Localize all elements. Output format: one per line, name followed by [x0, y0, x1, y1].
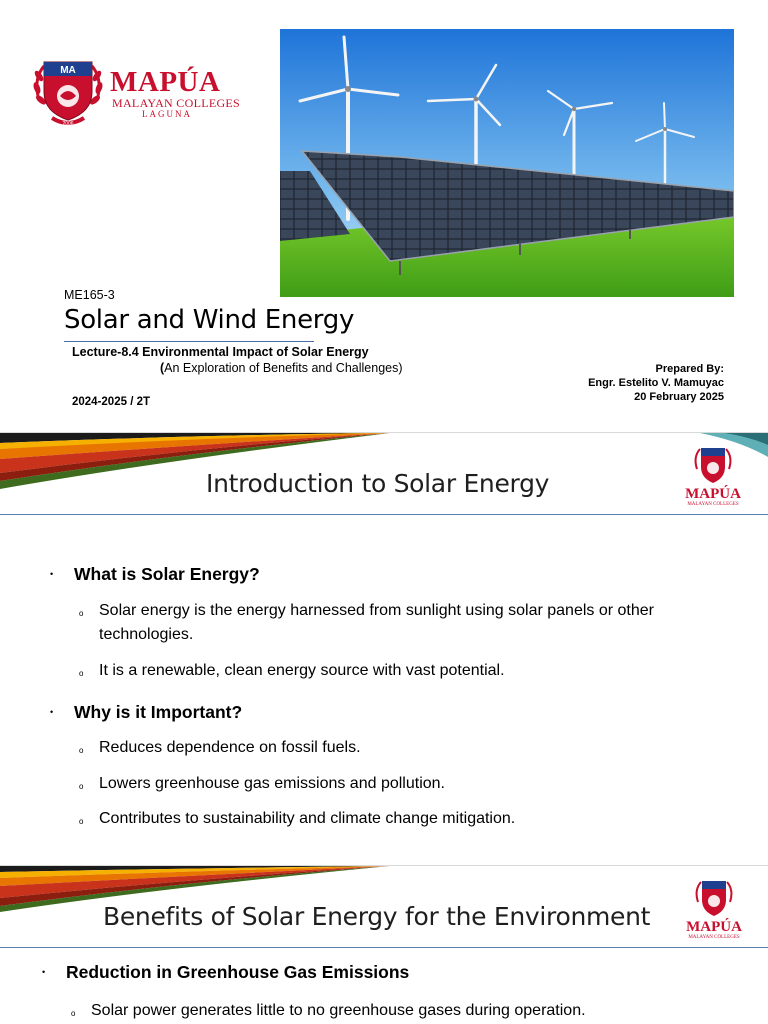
- sub-bullet: o Contributes to sustainability and climate change mitigation.: [99, 807, 515, 831]
- benefits-slide: [0, 866, 768, 1024]
- lecture-title: Lecture-8.4 Environmental Impact of Solar Energy: [72, 345, 369, 359]
- mapua-logo: [30, 58, 240, 128]
- crest-icon: [30, 58, 106, 128]
- crest-icon: [684, 880, 744, 920]
- author-name: Engr. Estelito V. Mamuyac: [588, 377, 724, 389]
- mapua-logo-small: [683, 447, 743, 513]
- sub-bullet: o Solar energy is the energy harnessed from sunlight using solar panels or other technologies.: [99, 599, 739, 647]
- logo-subtitle: MALAYAN COLLEGES: [688, 935, 740, 940]
- prepared-by-block: [588, 362, 724, 404]
- sub-bullet: o Lowers greenhouse gas emissions and pollution.: [99, 772, 445, 796]
- bullet-heading: • What is Solar Energy?: [74, 564, 260, 585]
- lecture-subtitle: (An Exploration of Benefits and Challenges): [160, 361, 403, 375]
- title-slide: [0, 0, 768, 432]
- logo-location: LAGUNA: [142, 109, 192, 119]
- crest-icon: [683, 447, 743, 487]
- title-underline: [64, 341, 314, 342]
- logo-brand: MAPÚA: [685, 486, 741, 502]
- intro-slide: [0, 433, 768, 865]
- svg-text:MA: MA: [60, 65, 76, 76]
- title-rule: [0, 514, 768, 515]
- logo-brand: MAPÚA: [686, 919, 742, 935]
- title-rule: [0, 947, 768, 948]
- bullet-heading: • Reduction in Greenhouse Gas Emissions: [66, 962, 409, 983]
- svg-text:2006: 2006: [62, 121, 74, 127]
- solar-wind-hero-image: [280, 29, 734, 297]
- presentation-title: Solar and Wind Energy: [64, 305, 355, 335]
- presentation-date: 20 February 2025: [634, 391, 724, 403]
- slide-title: Benefits of Solar Energy for the Environment: [103, 902, 651, 931]
- bullet-heading: • Why is it Important?: [74, 702, 242, 723]
- course-code: ME165-3: [64, 288, 115, 302]
- slide-title: Introduction to Solar Energy: [206, 469, 550, 498]
- logo-subtitle: MALAYAN COLLEGES: [687, 502, 739, 507]
- logo-subtitle: MALAYAN COLLEGES: [112, 96, 241, 110]
- sub-bullet: o Solar power generates little to no greenhouse gases during operation.: [91, 999, 586, 1023]
- academic-term: 2024-2025 / 2T: [72, 396, 151, 408]
- logo-brand: MAPÚA: [110, 66, 221, 98]
- sub-bullet: o It is a renewable, clean energy source with vast potential.: [99, 659, 739, 683]
- sub-bullet: o Reduces dependence on fossil fuels.: [99, 736, 361, 760]
- prepared-label: Prepared By:: [655, 363, 724, 375]
- mapua-logo-small: [684, 880, 744, 946]
